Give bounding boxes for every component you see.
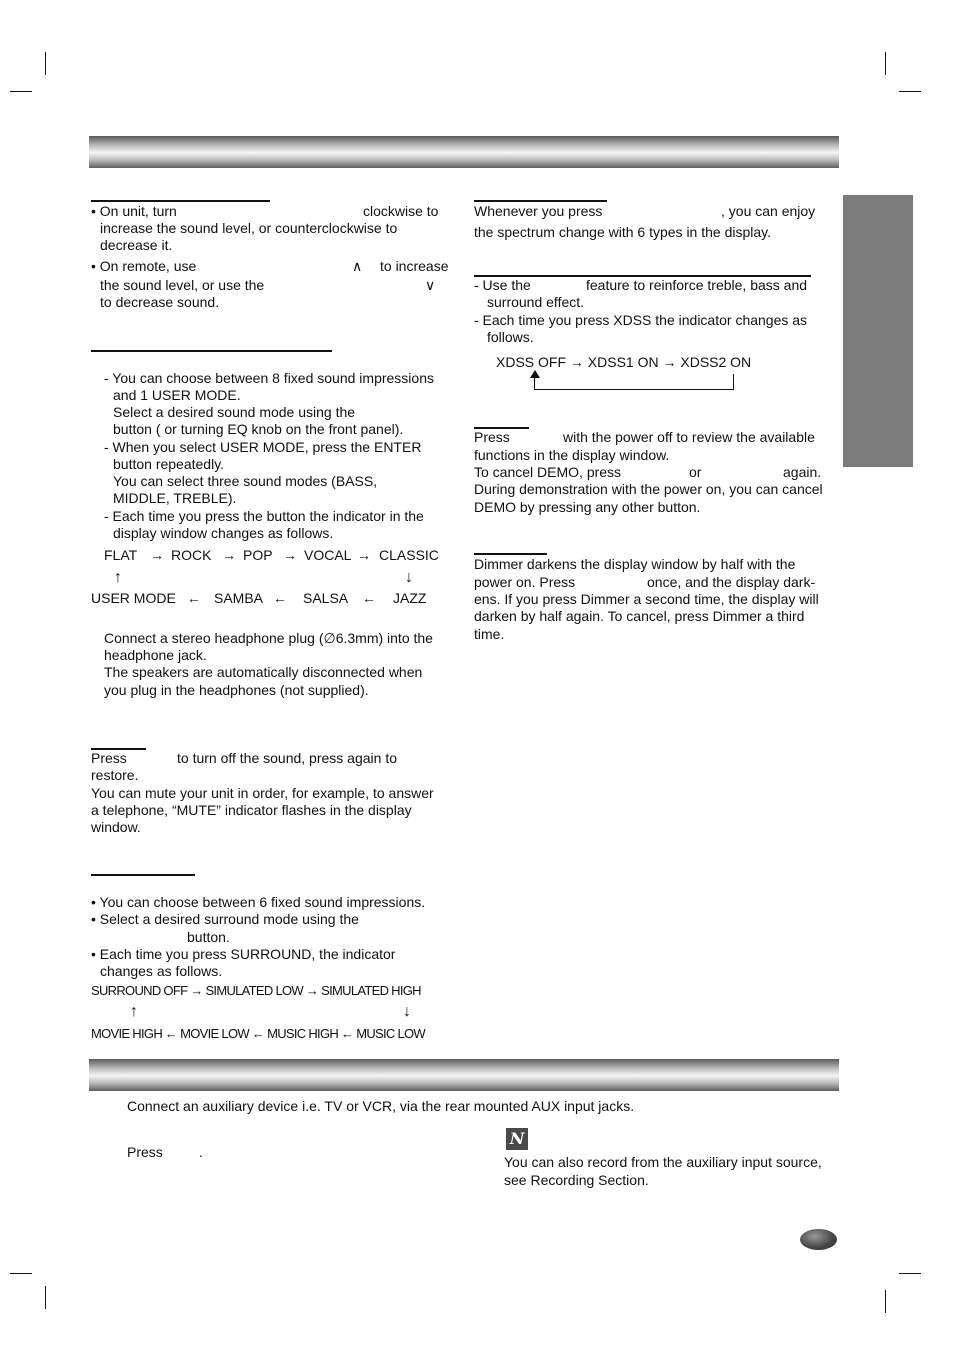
- aux-press-period: .: [199, 1144, 203, 1160]
- eq-text-line: button repeatedly.: [113, 456, 225, 472]
- eq-arrow-right: →: [283, 547, 297, 563]
- eq-mode-salsa: SALSA: [303, 590, 349, 606]
- eq-arrow-right: →: [357, 547, 371, 563]
- note-icon: N: [506, 1128, 528, 1150]
- xdss-loop-line: [534, 389, 734, 390]
- volume-remote-text: the sound level, or use the: [100, 277, 265, 293]
- side-chapter-tab: [843, 195, 913, 467]
- surround-text-line: • Select a desired surround mode using the: [91, 911, 359, 927]
- eq-text-line: - You can choose between 8 fixed sound impressions: [104, 370, 434, 386]
- crop-mark: [10, 1273, 32, 1274]
- mute-text-line: You can mute your unit in order, for example, to answer: [91, 785, 434, 801]
- dimmer-text: once, and the display dark-: [647, 574, 816, 590]
- volume-remote-text: to increase: [380, 258, 449, 274]
- dimmer-heading-rule: [474, 553, 547, 555]
- demo-text: with the power off to review the available: [563, 429, 815, 445]
- dimmer-text: time.: [474, 626, 505, 642]
- surround-arrow-up: ↑: [130, 1003, 138, 1020]
- eq-text-line: and 1 USER MODE.: [113, 387, 241, 403]
- surround-cycle-bottom: MOVIE HIGH ← MOVIE LOW ← MUSIC HIGH ← MUSIC LOW: [91, 1026, 426, 1041]
- xdss-cycle: XDSS OFF → XDSS1 ON → XDSS2 ON: [496, 354, 752, 370]
- volume-heading-rule: [91, 200, 270, 202]
- volume-unit-text: decrease it.: [100, 237, 173, 253]
- eq-text-line: display window changes as follows.: [113, 525, 334, 541]
- eq-text-line: - When you select USER MODE, press the ENTER: [104, 439, 422, 455]
- demo-text: During demonstration with the power on, you can cancel: [474, 481, 823, 497]
- demo-text: To cancel DEMO, press: [474, 464, 622, 480]
- volume-remote-text: • On remote, use: [91, 258, 197, 274]
- eq-arrow-down: ↓: [405, 569, 413, 586]
- eq-mode-rock: ROCK: [171, 547, 212, 563]
- volume-unit-text: clockwise to: [363, 203, 439, 219]
- surround-arrow-down: ↓: [403, 1003, 411, 1020]
- page-number-pill: [800, 1229, 837, 1250]
- crop-mark: [885, 1290, 886, 1313]
- aux-connect-text: Connect an auxiliary device i.e. TV or VCR, via the rear mounted AUX input jacks.: [127, 1098, 635, 1114]
- demo-text: again.: [783, 464, 822, 480]
- spectrum-text: Whenever you press: [474, 203, 603, 219]
- demo-text: Press: [474, 429, 510, 445]
- eq-arrow-right: →: [222, 547, 236, 563]
- xdss-loop-arrowhead: [530, 370, 540, 378]
- aux-note-text: see Recording Section.: [504, 1172, 649, 1188]
- eq-arrow-left: ←: [187, 590, 201, 606]
- surround-text-line: • Each time you press SURROUND, the indicator: [91, 946, 396, 962]
- xdss-text: - Use the: [474, 277, 531, 293]
- crop-mark: [899, 1273, 921, 1274]
- eq-mode-flat: FLAT: [104, 547, 138, 563]
- spectrum-heading-rule: [474, 200, 607, 202]
- spectrum-text: , you can enjoy: [721, 203, 816, 219]
- surround-text-line: changes as follows.: [100, 963, 223, 979]
- mute-text-line: restore.: [91, 767, 139, 783]
- mute-text-line: a telephone, “MUTE” indicator flashes in the display: [91, 802, 412, 818]
- eq-mode-classic: CLASSIC: [379, 547, 439, 563]
- volume-remote-text: to decrease sound.: [100, 294, 220, 310]
- volume-unit-text: increase the sound level, or counterclockwise to: [100, 220, 398, 236]
- eq-text-line: You can select three sound modes (BASS,: [113, 473, 378, 489]
- volume-unit-text: • On unit, turn: [91, 203, 177, 219]
- headphone-text-line: headphone jack.: [104, 647, 207, 663]
- crop-mark: [885, 52, 886, 75]
- demo-text: DEMO by pressing any other button.: [474, 499, 701, 515]
- crop-mark: [45, 1286, 46, 1309]
- dimmer-text: ens. If you press Dimmer a second time, the display will: [474, 591, 819, 607]
- eq-mode-user: USER MODE: [91, 590, 176, 606]
- eq-heading-rule: [91, 350, 332, 352]
- eq-arrow-left: ←: [273, 590, 287, 606]
- eq-mode-samba: SAMBA: [214, 590, 264, 606]
- eq-mode-jazz: JAZZ: [393, 590, 427, 606]
- eq-text-line: Select a desired sound mode using the: [113, 404, 356, 420]
- eq-text-line: - Each time you press the button the indicator in the: [104, 508, 424, 524]
- demo-text: functions in the display window.: [474, 447, 670, 463]
- dimmer-text: power on. Press: [474, 574, 576, 590]
- mute-text-line: to turn off the sound, press again to: [177, 750, 398, 766]
- headphone-text-line: The speakers are automatically disconnected when: [104, 664, 423, 680]
- volume-up-glyph: ∧: [352, 258, 363, 274]
- surround-heading-rule: [91, 874, 195, 876]
- eq-text-line: MIDDLE, TREBLE).: [113, 490, 237, 506]
- crop-mark: [899, 91, 921, 92]
- dimmer-text: darken by half again. To cancel, press Dimmer a third: [474, 608, 805, 624]
- mute-text-line: Press: [91, 750, 127, 766]
- dimmer-text: Dimmer darkens the display window by half with the: [474, 556, 796, 572]
- headphone-text-line: you plug in the headphones (not supplied).: [104, 682, 369, 698]
- aux-note-text: You can also record from the auxiliary input source,: [504, 1154, 822, 1170]
- xdss-text: surround effect.: [487, 294, 585, 310]
- spectrum-text: the spectrum change with 6 types in the display.: [474, 224, 772, 240]
- crop-mark: [10, 91, 32, 92]
- xdss-text: feature to reinforce treble, bass and: [586, 277, 808, 293]
- eq-arrow-right: →: [150, 547, 164, 563]
- xdss-text: - Each time you press XDSS the indicator changes as: [474, 312, 808, 328]
- aux-section-header-band: [89, 1059, 839, 1091]
- eq-text-line: button ( or turning EQ knob on the front panel).: [113, 421, 404, 437]
- eq-mode-vocal: VOCAL: [304, 547, 352, 563]
- xdss-loop-line: [733, 374, 734, 390]
- surround-text-line: button.: [187, 929, 230, 945]
- section-header-band: [89, 136, 839, 168]
- aux-press-text: Press: [127, 1144, 163, 1160]
- eq-arrow-left: ←: [362, 590, 376, 606]
- surround-cycle-top: SURROUND OFF → SIMULATED LOW → SIMULATED HIGH: [91, 983, 421, 998]
- headphone-text-line: Connect a stereo headphone plug (∅6.3mm) into the: [104, 630, 433, 646]
- xdss-text: follows.: [487, 329, 534, 345]
- mute-text-line: window.: [91, 819, 141, 835]
- volume-down-glyph: ∨: [425, 277, 436, 293]
- crop-mark: [45, 52, 46, 75]
- surround-text-line: • You can choose between 6 fixed sound impressions.: [91, 894, 426, 910]
- eq-arrow-up: ↑: [114, 569, 122, 586]
- eq-mode-pop: POP: [243, 547, 273, 563]
- demo-text: or: [689, 464, 702, 480]
